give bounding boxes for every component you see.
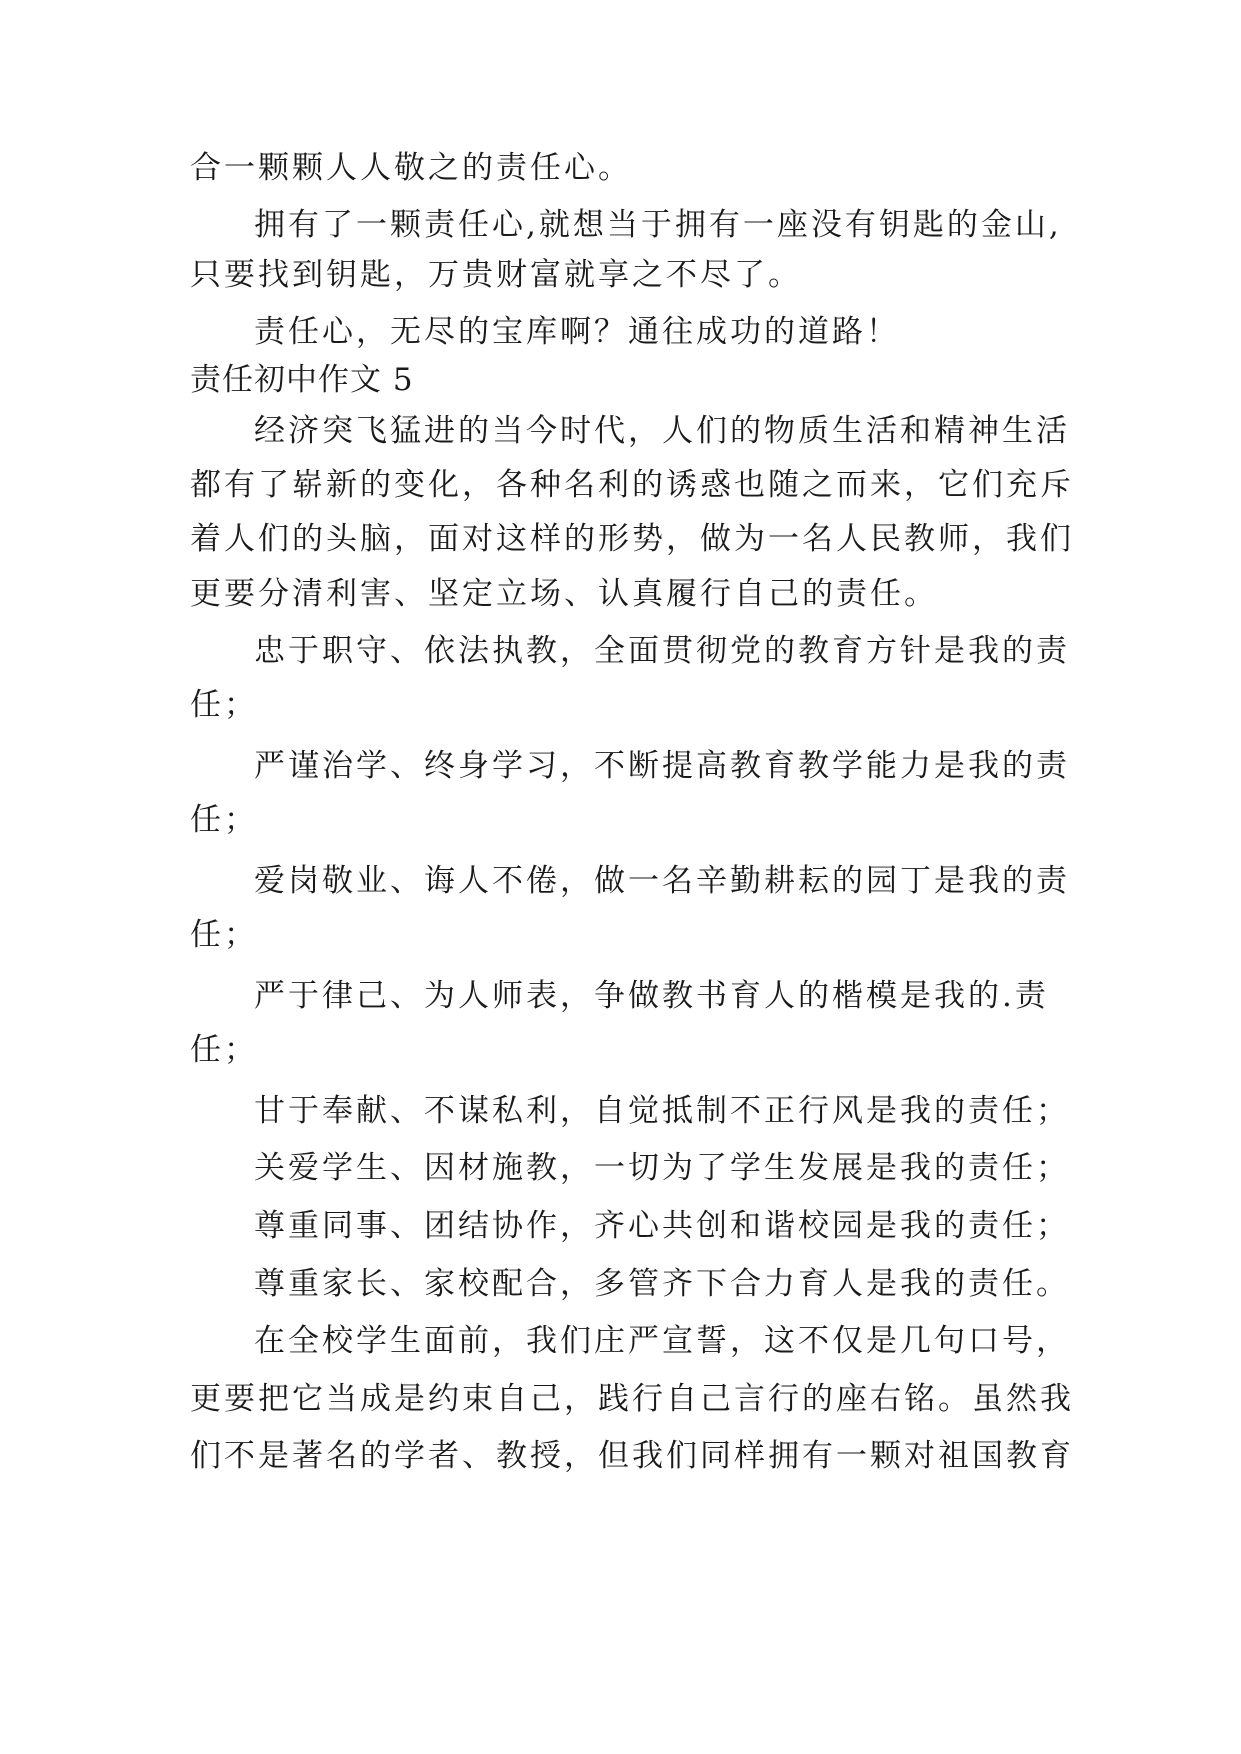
text-line: 任； [190, 687, 258, 723]
section-heading: 责任初中作文 5 [190, 362, 414, 398]
text-line: 在全校学生面前，我们庄严宣誓，这不仅是几句口号， [254, 1323, 1070, 1359]
text-line: 关爱学生、因材施教，一切为了学生发展是我的责任； [254, 1150, 1070, 1186]
text-line: 严谨治学、终身学习，不断提高教育教学能力是我的责 [254, 748, 1070, 784]
text-line: 着人们的头脑，面对这样的形势，做为一名人民教师，我们 [190, 521, 1074, 557]
text-line: 爱岗敬业、诲人不倦，做一名辛勤耕耘的园丁是我的责 [254, 863, 1070, 899]
text-line: 更要把它当成是约束自己，践行自己言行的座右铭。虽然我 [190, 1381, 1074, 1417]
text-line: 经济突飞猛进的当今时代，人们的物质生活和精神生活 [254, 413, 1070, 449]
text-line: 甘于奉献、不谋私利，自觉抵制不正行风是我的责任； [254, 1093, 1070, 1129]
text-line: 尊重同事、团结协作，齐心共创和谐校园是我的责任； [254, 1208, 1070, 1244]
text-line: 任； [190, 917, 258, 953]
text-line: 严于律己、为人师表，争做教书育人的楷模是我的.责 [254, 978, 1049, 1014]
text-line: 忠于职守、依法执教，全面贯彻党的教育方针是我的责 [254, 633, 1070, 669]
text-line: 更要分清利害、坚定立场、认真履行自己的责任。 [190, 576, 938, 612]
text-line: 合一颗颗人人敬之的责任心。 [190, 150, 632, 186]
text-line: 们不是著名的学者、教授，但我们同样拥有一颗对祖国教育 [190, 1438, 1074, 1474]
text-line: 拥有了一颗责任心,就想当于拥有一座没有钥匙的金山, [254, 207, 1062, 243]
text-line: 责任心，无尽的宝库啊？通往成功的道路！ [254, 314, 900, 350]
text-line: 任； [190, 802, 258, 838]
text-line: 任； [190, 1032, 258, 1068]
text-line: 都有了崭新的变化，各种名利的诱惑也随之而来，它们充斥 [190, 467, 1074, 503]
text-line: 尊重家长、家校配合，多管齐下合力育人是我的责任。 [254, 1266, 1070, 1302]
text-line: 只要找到钥匙，万贵财富就享之不尽了。 [190, 257, 802, 293]
